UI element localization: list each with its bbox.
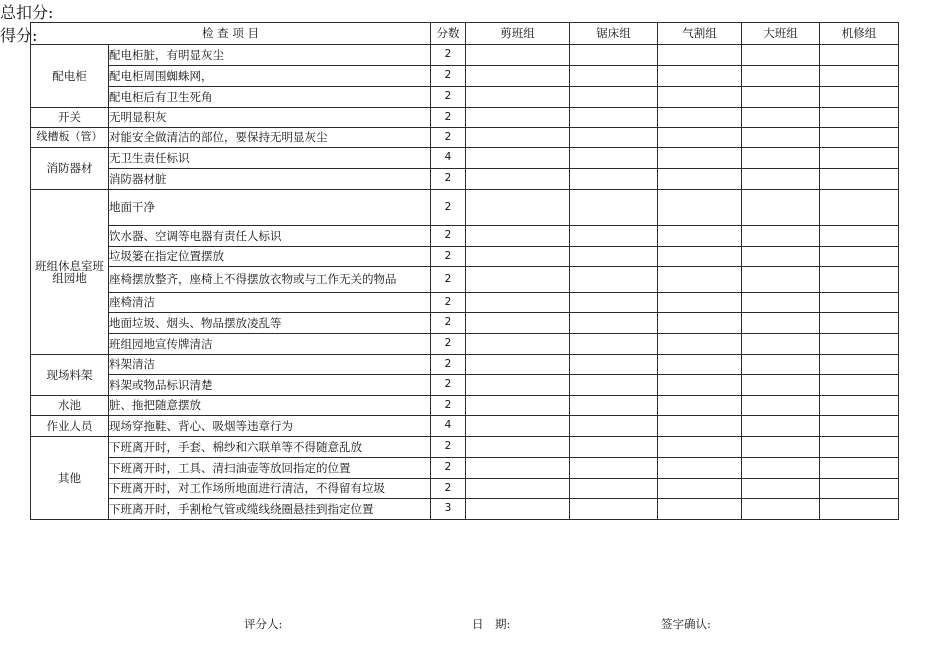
group-score-cell[interactable] bbox=[658, 247, 742, 267]
item-cell: 下班离开时，工具、清扫油壶等放回指定的位置 bbox=[109, 458, 431, 479]
group-score-cell[interactable] bbox=[820, 226, 899, 247]
score-cell: 2 bbox=[431, 108, 466, 128]
group-score-cell[interactable] bbox=[570, 247, 658, 267]
header-score: 分数 bbox=[431, 23, 466, 45]
score-cell: 2 bbox=[431, 396, 466, 416]
score-cell: 2 bbox=[431, 458, 466, 479]
item-cell: 垃圾篓在指定位置摆放 bbox=[109, 247, 431, 267]
group-score-cell[interactable] bbox=[466, 375, 570, 396]
group-score-cell[interactable] bbox=[570, 108, 658, 128]
group-score-cell[interactable] bbox=[466, 148, 570, 169]
table-row bbox=[31, 479, 899, 499]
group-score-cell[interactable] bbox=[658, 375, 742, 396]
table-row bbox=[31, 437, 899, 458]
score-cell: 2 bbox=[431, 293, 466, 313]
item-cell: 配电柜后有卫生死角 bbox=[109, 87, 431, 108]
score-cell: 2 bbox=[431, 66, 466, 87]
group-score-cell[interactable] bbox=[658, 45, 742, 66]
group-score-cell[interactable] bbox=[820, 396, 899, 416]
group-score-cell[interactable] bbox=[466, 479, 570, 499]
table-row bbox=[31, 148, 899, 169]
group-score-cell[interactable] bbox=[658, 148, 742, 169]
group-score-cell[interactable] bbox=[820, 66, 899, 87]
group-score-cell[interactable] bbox=[820, 458, 899, 479]
item-cell: 料架或物品标识清楚 bbox=[109, 375, 431, 396]
item-cell: 对能安全做清洁的部位，要保持无明显灰尘 bbox=[109, 128, 431, 148]
score-cell: 2 bbox=[431, 334, 466, 355]
group-score-cell[interactable] bbox=[742, 169, 820, 190]
group-score-cell[interactable] bbox=[820, 334, 899, 355]
item-cell: 消防器材脏 bbox=[109, 169, 431, 190]
table-row bbox=[31, 87, 899, 108]
group-score-cell[interactable] bbox=[820, 267, 899, 293]
group-score-cell[interactable] bbox=[466, 396, 570, 416]
item-cell: 地面干净 bbox=[109, 190, 431, 226]
group-score-cell[interactable] bbox=[658, 479, 742, 499]
group-score-cell[interactable] bbox=[658, 66, 742, 87]
table-row bbox=[31, 499, 899, 520]
group-score-cell[interactable] bbox=[742, 247, 820, 267]
group-score-cell[interactable] bbox=[658, 169, 742, 190]
group-score-cell[interactable] bbox=[742, 108, 820, 128]
group-score-cell[interactable] bbox=[742, 226, 820, 247]
score-cell: 2 bbox=[431, 169, 466, 190]
group-score-cell[interactable] bbox=[742, 437, 820, 458]
score-cell: 2 bbox=[431, 479, 466, 499]
score-cell: 4 bbox=[431, 148, 466, 169]
score-cell: 2 bbox=[431, 87, 466, 108]
item-cell: 下班离开时，手割枪气管或缆线绕圈悬挂到指定位置 bbox=[109, 499, 431, 520]
table-row bbox=[31, 458, 899, 479]
group-score-cell[interactable] bbox=[466, 226, 570, 247]
table-row bbox=[31, 267, 899, 293]
table-row bbox=[31, 66, 899, 87]
group-score-cell[interactable] bbox=[570, 66, 658, 87]
item-cell: 地面垃圾、烟头、物品摆放凌乱等 bbox=[109, 313, 431, 334]
group-score-cell[interactable] bbox=[466, 128, 570, 148]
item-cell: 脏、拖把随意摆放 bbox=[109, 396, 431, 416]
group-score-cell[interactable] bbox=[820, 190, 899, 226]
table-row bbox=[31, 108, 899, 128]
score-label: 得分: bbox=[0, 26, 38, 45]
group-score-cell[interactable] bbox=[742, 66, 820, 87]
header-group-saw: 锯床组 bbox=[570, 23, 658, 45]
score-cell: 2 bbox=[431, 375, 466, 396]
group-score-cell[interactable] bbox=[742, 499, 820, 520]
item-cell: 下班离开时，对工作场所地面进行清洁，不得留有垃圾 bbox=[109, 479, 431, 499]
group-score-cell[interactable] bbox=[820, 169, 899, 190]
group-score-cell[interactable] bbox=[570, 313, 658, 334]
table-row bbox=[31, 293, 899, 313]
group-score-cell[interactable] bbox=[742, 396, 820, 416]
group-score-cell[interactable] bbox=[570, 375, 658, 396]
group-score-cell[interactable] bbox=[466, 267, 570, 293]
group-score-cell[interactable] bbox=[820, 375, 899, 396]
item-cell: 配电柜脏，有明显灰尘 bbox=[109, 45, 431, 66]
group-score-cell[interactable] bbox=[466, 416, 570, 437]
table-row bbox=[31, 45, 899, 66]
signature-label: 签字确认: bbox=[661, 617, 711, 631]
item-cell: 饮水器、空调等电器有责任人标识 bbox=[109, 226, 431, 247]
group-score-cell[interactable] bbox=[742, 148, 820, 169]
item-cell: 无卫生责任标识 bbox=[109, 148, 431, 169]
header-group-repair: 机修组 bbox=[820, 23, 899, 45]
score-cell: 2 bbox=[431, 45, 466, 66]
table-row bbox=[31, 375, 899, 396]
score-cell: 2 bbox=[431, 267, 466, 293]
table-row bbox=[31, 190, 899, 226]
group-score-cell[interactable] bbox=[742, 458, 820, 479]
score-cell: 2 bbox=[431, 128, 466, 148]
group-score-cell[interactable] bbox=[742, 267, 820, 293]
group-score-cell[interactable] bbox=[742, 128, 820, 148]
category-cell: 消防器材 bbox=[31, 148, 109, 190]
grader-label: 评分人: bbox=[244, 617, 283, 631]
table-row bbox=[31, 396, 899, 416]
group-score-cell[interactable] bbox=[820, 247, 899, 267]
score-cell: 2 bbox=[431, 247, 466, 267]
group-score-cell[interactable] bbox=[742, 375, 820, 396]
item-cell: 座椅清洁 bbox=[109, 293, 431, 313]
group-score-cell[interactable] bbox=[820, 479, 899, 499]
item-cell: 现场穿拖鞋、背心、吸烟等违章行为 bbox=[109, 416, 431, 437]
item-cell: 配电柜周围蜘蛛网， bbox=[109, 66, 431, 87]
item-cell: 下班离开时，手套、棉纱和六联单等不得随意乱放 bbox=[109, 437, 431, 458]
total-deduction-label: 总扣分: bbox=[0, 3, 54, 22]
group-score-cell[interactable] bbox=[820, 128, 899, 148]
group-score-cell[interactable] bbox=[570, 293, 658, 313]
table-body bbox=[31, 45, 899, 520]
group-score-cell[interactable] bbox=[466, 66, 570, 87]
group-score-cell[interactable] bbox=[658, 128, 742, 148]
table-row bbox=[31, 128, 899, 148]
group-score-cell[interactable] bbox=[570, 355, 658, 375]
group-score-cell[interactable] bbox=[466, 108, 570, 128]
group-score-cell[interactable] bbox=[658, 267, 742, 293]
group-score-cell[interactable] bbox=[466, 313, 570, 334]
table-row bbox=[31, 313, 899, 334]
group-score-cell[interactable] bbox=[658, 458, 742, 479]
score-cell: 2 bbox=[431, 437, 466, 458]
item-cell: 座椅摆放整齐，座椅上不得摆放衣物或与工作无关的物品 bbox=[109, 267, 431, 293]
group-score-cell[interactable] bbox=[742, 479, 820, 499]
group-score-cell[interactable] bbox=[820, 313, 899, 334]
category-cell: 水池 bbox=[31, 396, 109, 416]
group-score-cell[interactable] bbox=[466, 458, 570, 479]
group-score-cell[interactable] bbox=[570, 169, 658, 190]
group-score-cell[interactable] bbox=[658, 334, 742, 355]
header-row bbox=[31, 23, 899, 45]
inspection-table bbox=[30, 22, 899, 520]
group-score-cell[interactable] bbox=[658, 293, 742, 313]
group-score-cell[interactable] bbox=[466, 87, 570, 108]
group-score-cell[interactable] bbox=[742, 334, 820, 355]
group-score-cell[interactable] bbox=[570, 416, 658, 437]
table-row bbox=[31, 355, 899, 375]
group-score-cell[interactable] bbox=[658, 87, 742, 108]
group-score-cell[interactable] bbox=[466, 499, 570, 520]
group-score-cell[interactable] bbox=[570, 45, 658, 66]
group-score-cell[interactable] bbox=[570, 148, 658, 169]
group-score-cell[interactable] bbox=[658, 108, 742, 128]
category-cell: 开关 bbox=[31, 108, 109, 128]
group-score-cell[interactable] bbox=[658, 190, 742, 226]
item-cell: 料架清洁 bbox=[109, 355, 431, 375]
table-row bbox=[31, 416, 899, 437]
group-score-cell[interactable] bbox=[570, 334, 658, 355]
group-score-cell[interactable] bbox=[570, 458, 658, 479]
group-score-cell[interactable] bbox=[570, 437, 658, 458]
group-score-cell[interactable] bbox=[466, 355, 570, 375]
group-score-cell[interactable] bbox=[466, 334, 570, 355]
group-score-cell[interactable] bbox=[658, 313, 742, 334]
header-item: 检 查 项 目 bbox=[31, 23, 431, 45]
score-cell: 2 bbox=[431, 226, 466, 247]
category-cell: 线槽板（管） bbox=[31, 128, 109, 148]
score-cell: 4 bbox=[431, 416, 466, 437]
score-cell: 2 bbox=[431, 355, 466, 375]
group-score-cell[interactable] bbox=[742, 313, 820, 334]
header-group-main: 大班组 bbox=[742, 23, 820, 45]
group-score-cell[interactable] bbox=[658, 355, 742, 375]
table-row bbox=[31, 226, 899, 247]
group-score-cell[interactable] bbox=[570, 128, 658, 148]
table-row bbox=[31, 334, 899, 355]
score-cell: 2 bbox=[431, 313, 466, 334]
group-score-cell[interactable] bbox=[658, 226, 742, 247]
group-score-cell[interactable] bbox=[820, 45, 899, 66]
header-group-cut: 剪班组 bbox=[466, 23, 570, 45]
group-score-cell[interactable] bbox=[570, 396, 658, 416]
group-score-cell[interactable] bbox=[658, 499, 742, 520]
group-score-cell[interactable] bbox=[466, 169, 570, 190]
group-score-cell[interactable] bbox=[742, 355, 820, 375]
group-score-cell[interactable] bbox=[820, 108, 899, 128]
group-score-cell[interactable] bbox=[742, 416, 820, 437]
item-cell: 无明显积灰 bbox=[109, 108, 431, 128]
category-cell: 其他 bbox=[31, 437, 109, 520]
group-score-cell[interactable] bbox=[466, 437, 570, 458]
group-score-cell[interactable] bbox=[820, 148, 899, 169]
group-score-cell[interactable] bbox=[820, 87, 899, 108]
group-score-cell[interactable] bbox=[570, 499, 658, 520]
group-score-cell[interactable] bbox=[820, 355, 899, 375]
group-score-cell[interactable] bbox=[820, 437, 899, 458]
table-row bbox=[31, 247, 899, 267]
table-row bbox=[31, 169, 899, 190]
group-score-cell[interactable] bbox=[820, 416, 899, 437]
group-score-cell[interactable] bbox=[466, 293, 570, 313]
score-cell: 2 bbox=[431, 190, 466, 226]
group-score-cell[interactable] bbox=[466, 190, 570, 226]
category-cell: 班组休息室班组园地 bbox=[31, 190, 109, 355]
group-score-cell[interactable] bbox=[570, 190, 658, 226]
group-score-cell[interactable] bbox=[658, 396, 742, 416]
score-cell: 3 bbox=[431, 499, 466, 520]
group-score-cell[interactable] bbox=[466, 247, 570, 267]
group-score-cell[interactable] bbox=[658, 437, 742, 458]
header-group-gas: 气割组 bbox=[658, 23, 742, 45]
group-score-cell[interactable] bbox=[570, 226, 658, 247]
group-score-cell[interactable] bbox=[658, 416, 742, 437]
group-score-cell[interactable] bbox=[742, 87, 820, 108]
group-score-cell[interactable] bbox=[570, 479, 658, 499]
category-cell: 现场料架 bbox=[31, 355, 109, 396]
group-score-cell[interactable] bbox=[820, 293, 899, 313]
group-score-cell[interactable] bbox=[570, 267, 658, 293]
category-cell: 作业人员 bbox=[31, 416, 109, 437]
group-score-cell[interactable] bbox=[742, 190, 820, 226]
date-label: 日 期: bbox=[472, 617, 511, 631]
group-score-cell[interactable] bbox=[570, 87, 658, 108]
group-score-cell[interactable] bbox=[820, 499, 899, 520]
item-cell: 班组园地宣传牌清洁 bbox=[109, 334, 431, 355]
category-cell: 配电柜 bbox=[31, 45, 109, 108]
group-score-cell[interactable] bbox=[466, 45, 570, 66]
group-score-cell[interactable] bbox=[742, 45, 820, 66]
group-score-cell[interactable] bbox=[742, 293, 820, 313]
